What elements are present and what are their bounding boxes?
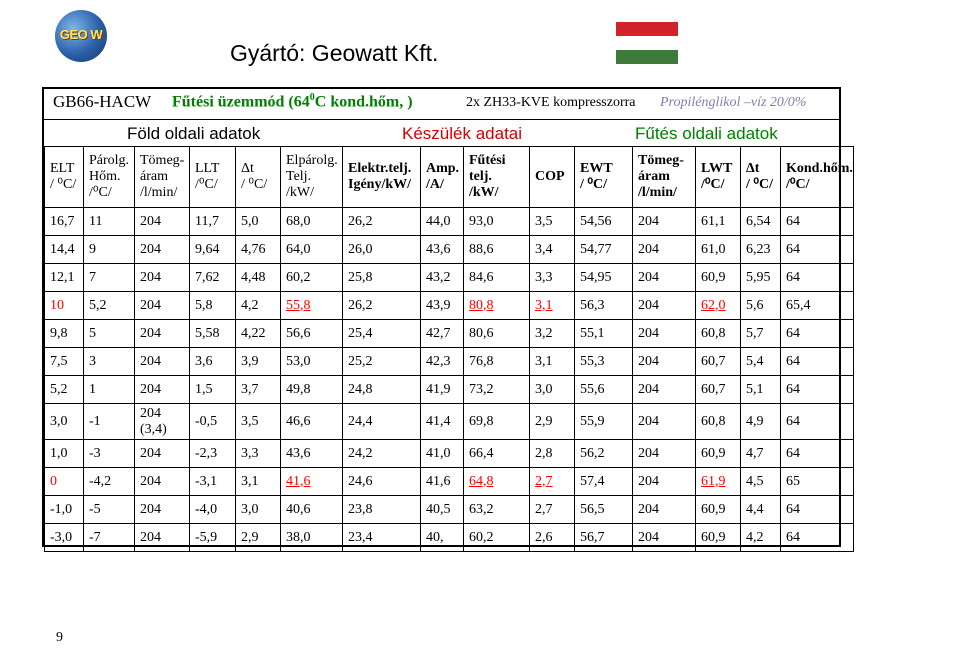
logo-text: GEO W [59,27,103,42]
table-cell: 60,2 [281,264,343,292]
table-cell: 41,4 [421,404,464,440]
column-header-line: /l/min/ [140,185,178,200]
table-cell: 3 [84,348,135,376]
table-cell: 54,56 [575,208,633,236]
table-cell: 3,4 [530,236,575,264]
table-cell: 64 [781,524,854,552]
hungarian-flag-icon [616,22,678,64]
column-header [696,147,741,208]
table-cell: -3 [84,440,135,468]
column-header-line: Δt [746,161,760,176]
table-cell: 4,76 [236,236,281,264]
table-cell: 80,6 [464,320,530,348]
table-row [45,264,854,292]
section-device-data: Készülék adatai [402,124,523,143]
table-cell: 60,7 [696,348,741,376]
table-cell: 4,48 [236,264,281,292]
table-cell: 5,2 [84,292,135,320]
table-cell: 204 [633,524,696,552]
table-cell: 43,2 [421,264,464,292]
table-cell: 25,2 [343,348,421,376]
column-header [135,147,190,208]
column-header-line: ELT [50,161,75,176]
table-cell: 0 [45,468,84,496]
table-cell: 42,7 [421,320,464,348]
table-cell: 64 [781,348,854,376]
table-cell: 41,9 [421,376,464,404]
table-cell: 68,0 [281,208,343,236]
table-cell: 60,9 [696,264,741,292]
table-cell: 204 [633,404,696,440]
table-cell: 3,5 [530,208,575,236]
table-cell: 204 [633,208,696,236]
table-cell: 7,5 [45,348,84,376]
table-cell: 5,6 [741,292,781,320]
table-row [45,292,854,320]
column-header [741,147,781,208]
table-cell: 53,0 [281,348,343,376]
table-cell: 204 [633,496,696,524]
table-cell: 42,3 [421,348,464,376]
table-cell: 3,0 [45,404,84,440]
table-cell: -1 [84,404,135,440]
column-header-line: LWT [701,161,733,176]
column-header-line: / ⁰C/ [241,177,268,192]
table-cell: 69,8 [464,404,530,440]
column-header-line: Hőm. [89,169,121,184]
table-cell: 5,7 [741,320,781,348]
table-row [45,524,854,552]
table-cell: 23,4 [343,524,421,552]
operating-mode [172,92,413,111]
column-header [281,147,343,208]
flag-stripe-white [616,36,678,50]
table-cell: 54,95 [575,264,633,292]
column-header [575,147,633,208]
column-header-line: Elektr.telj. [348,161,412,176]
table-cell: 43,6 [421,236,464,264]
table-cell: 65,4 [781,292,854,320]
table-cell: 84,6 [464,264,530,292]
table-cell: 40, [421,524,464,552]
header-divider [44,119,839,120]
table-cell: 2,8 [530,440,575,468]
table-cell: 14,4 [45,236,84,264]
mode-prefix: Fűtési üzemmód (64 [172,93,310,111]
header-row [45,147,854,208]
table-cell: 5,1 [741,376,781,404]
model-name: GB66-HACW [53,92,152,111]
column-header-line: Elpárolg. [286,153,338,168]
table-row [45,236,854,264]
column-header-line: telj. [469,169,492,184]
table-cell: -1,0 [45,496,84,524]
table-cell: 25,8 [343,264,421,292]
table-cell: 204 [135,524,190,552]
table-row [45,208,854,236]
table-cell: 5,2 [45,376,84,404]
table-cell: -4,0 [190,496,236,524]
section-ground-side: Föld oldali adatok [127,124,261,143]
table-cell: 5,8 [190,292,236,320]
table-cell: 5,0 [236,208,281,236]
table-cell: 64 [781,236,854,264]
table-cell: 3,1 [236,468,281,496]
column-header [236,147,281,208]
table-cell: 61,9 [696,468,741,496]
table-cell: 43,9 [421,292,464,320]
column-header [421,147,464,208]
table-cell: 60,8 [696,404,741,440]
table-cell: 73,2 [464,376,530,404]
table-cell: 204 [135,292,190,320]
table-cell: 25,4 [343,320,421,348]
table-row [45,496,854,524]
table-row [45,320,854,348]
table-cell: 7,62 [190,264,236,292]
table-cell: 24,6 [343,468,421,496]
column-header [343,147,421,208]
table-cell: 40,6 [281,496,343,524]
table-cell: 204 [135,236,190,264]
table-cell: 2,9 [236,524,281,552]
table-cell: 204 [135,264,190,292]
table-cell: 5,58 [190,320,236,348]
table-cell: 43,6 [281,440,343,468]
performance-table [44,146,854,552]
column-header-line: Fűtési [469,153,506,168]
table-cell: 3,0 [236,496,281,524]
column-header-line: /⁰C/ [786,177,810,192]
column-header-line: /A/ [426,177,444,192]
table-cell: 62,0 [696,292,741,320]
table-cell: 41,6 [421,468,464,496]
table-cell: -5 [84,496,135,524]
table-cell: 93,0 [464,208,530,236]
column-header-line: / ⁰C/ [580,177,608,192]
table-cell: 57,4 [575,468,633,496]
table-cell: 9,64 [190,236,236,264]
table-cell: 24,4 [343,404,421,440]
table-cell: 10 [45,292,84,320]
table-cell: 56,5 [575,496,633,524]
table-cell: 204 [135,468,190,496]
table-cell: 204 [633,292,696,320]
column-header-line: Kond.hőm. [786,161,853,176]
table-cell: 7 [84,264,135,292]
table-cell: -5,9 [190,524,236,552]
table-cell: 60,2 [464,524,530,552]
table-cell: 1,5 [190,376,236,404]
column-header-line: Amp. [426,161,460,176]
table-cell: 76,8 [464,348,530,376]
table-cell: 204 [633,440,696,468]
mode-suffix: C kond.hőm, ) [314,93,413,111]
table-cell: 56,2 [575,440,633,468]
flag-stripe-green [616,50,678,64]
table-row [45,348,854,376]
table-cell: 55,6 [575,376,633,404]
table-cell: 4,7 [741,440,781,468]
column-header [45,147,84,208]
column-header [84,147,135,208]
table-cell: 46,6 [281,404,343,440]
table-cell: 3,7 [236,376,281,404]
table-cell: 204 [135,348,190,376]
table-cell: 3,1 [530,348,575,376]
column-header-line: áram [638,169,670,184]
table-cell: 204 [633,376,696,404]
table-cell: 88,6 [464,236,530,264]
table-cell: 64 [781,496,854,524]
column-header-line: /kW/ [286,185,314,200]
column-header-line: Párolg. [89,153,130,168]
table-cell: 55,3 [575,348,633,376]
table-cell: 3,3 [236,440,281,468]
column-header-line: COP [535,169,565,184]
table-cell: 44,0 [421,208,464,236]
page-number: 9 [56,630,63,645]
table-cell: 64 [781,264,854,292]
table-cell: 65 [781,468,854,496]
column-header-line: /l/min/ [638,185,677,200]
table-cell: 3,2 [530,320,575,348]
table-cell: 2,7 [530,468,575,496]
table-row [45,404,854,440]
table-cell: 204 [633,320,696,348]
column-header-line: / ⁰C/ [746,177,774,192]
table-cell: 4,5 [741,468,781,496]
table-cell: 11 [84,208,135,236]
table-cell: 3,3 [530,264,575,292]
table-cell: 204 (3,4) [135,404,190,440]
table-cell: 24,2 [343,440,421,468]
table-cell: 55,1 [575,320,633,348]
table-cell: 4,2 [236,292,281,320]
table-cell: 26,2 [343,292,421,320]
glycol-info: Propilénglikol –víz 20/0% [660,95,807,110]
compressor-info: 2x ZH33-KVE kompresszorra [466,95,636,110]
table-cell: -3,1 [190,468,236,496]
column-header-line: Δt [241,161,254,176]
table-cell: 41,0 [421,440,464,468]
table-cell: 60,9 [696,524,741,552]
table-cell: 60,9 [696,496,741,524]
column-header-line: / ⁰C/ [50,177,77,192]
column-header-line: /⁰C/ [195,177,218,192]
column-header [464,147,530,208]
table-cell: 1 [84,376,135,404]
table-cell: 5 [84,320,135,348]
table-cell: 3,1 [530,292,575,320]
table-cell: 66,4 [464,440,530,468]
table-cell: 16,7 [45,208,84,236]
table-cell: 204 [135,208,190,236]
table-cell: 204 [135,496,190,524]
table-cell: 60,7 [696,376,741,404]
table-cell: 64 [781,440,854,468]
table-cell: 12,1 [45,264,84,292]
table-cell: 41,6 [281,468,343,496]
table-cell: 3,6 [190,348,236,376]
table-cell: 40,5 [421,496,464,524]
table-cell: -0,5 [190,404,236,440]
table-cell: 4,4 [741,496,781,524]
table-cell: 61,1 [696,208,741,236]
table-cell: 60,8 [696,320,741,348]
table-cell: 38,0 [281,524,343,552]
table-cell: 204 [633,264,696,292]
table-cell: 64 [781,376,854,404]
table-cell: 54,77 [575,236,633,264]
table-cell: 2,9 [530,404,575,440]
table-cell: 60,9 [696,440,741,468]
table-cell: -2,3 [190,440,236,468]
table-cell: 24,8 [343,376,421,404]
table-cell: 3,9 [236,348,281,376]
table-cell: 204 [633,468,696,496]
column-header-line: Telj. [286,169,312,184]
manufacturer-title: Gyártó: Geowatt Kft. [230,40,439,66]
column-header [530,147,575,208]
table-cell: 2,7 [530,496,575,524]
table-row [45,376,854,404]
column-header-line: Tömeg- [140,153,185,168]
table-cell: 49,8 [281,376,343,404]
table-cell: 204 [135,376,190,404]
table-cell: 11,7 [190,208,236,236]
table-cell: 64 [781,320,854,348]
table-cell: 9 [84,236,135,264]
table-cell: 4,9 [741,404,781,440]
table-cell: 55,8 [281,292,343,320]
table-cell: 204 [135,320,190,348]
column-header-line: LLT [195,161,220,176]
table-cell: -4,2 [84,468,135,496]
table-cell: 4,22 [236,320,281,348]
flag-stripe-red [616,22,678,36]
table-cell: 6,54 [741,208,781,236]
table-cell: 3,0 [530,376,575,404]
column-header-line: Tömeg- [638,153,684,168]
column-header-line: /kW/ [469,185,499,200]
table-cell: 5,4 [741,348,781,376]
column-header-line: /⁰C/ [89,185,112,200]
table-cell: 64,0 [281,236,343,264]
table-cell: 63,2 [464,496,530,524]
column-header-line: /⁰C/ [701,177,725,192]
table-cell: 64,8 [464,468,530,496]
table-cell: 26,2 [343,208,421,236]
section-heating-side: Fűtés oldali adatok [635,124,778,143]
mode-sup: 0 [309,92,315,103]
column-header-line: áram [140,169,168,184]
table-cell: 55,9 [575,404,633,440]
table-row [45,468,854,496]
table-cell: 80,8 [464,292,530,320]
column-header [781,147,854,208]
table-cell: 64 [781,208,854,236]
table-cell: 1,0 [45,440,84,468]
column-header-line: EWT [580,161,613,176]
table-cell: 23,8 [343,496,421,524]
table-cell: -3,0 [45,524,84,552]
table-cell: 4,2 [741,524,781,552]
table-cell: 204 [633,348,696,376]
table-cell: 6,23 [741,236,781,264]
table-cell: 5,95 [741,264,781,292]
table-cell: 2,6 [530,524,575,552]
table-row [45,440,854,468]
table-cell: 204 [633,236,696,264]
column-header [190,147,236,208]
table-cell: 61,0 [696,236,741,264]
table-cell: 9,8 [45,320,84,348]
table-cell: 204 [135,440,190,468]
column-header [633,147,696,208]
table-cell: -7 [84,524,135,552]
column-header-line: Igény/kW/ [348,177,412,192]
table-cell: 56,6 [281,320,343,348]
geowatt-logo [55,10,107,62]
table-cell: 26,0 [343,236,421,264]
table-cell: 64 [781,404,854,440]
table-cell: 56,3 [575,292,633,320]
table-cell: 3,5 [236,404,281,440]
table-cell: 56,7 [575,524,633,552]
